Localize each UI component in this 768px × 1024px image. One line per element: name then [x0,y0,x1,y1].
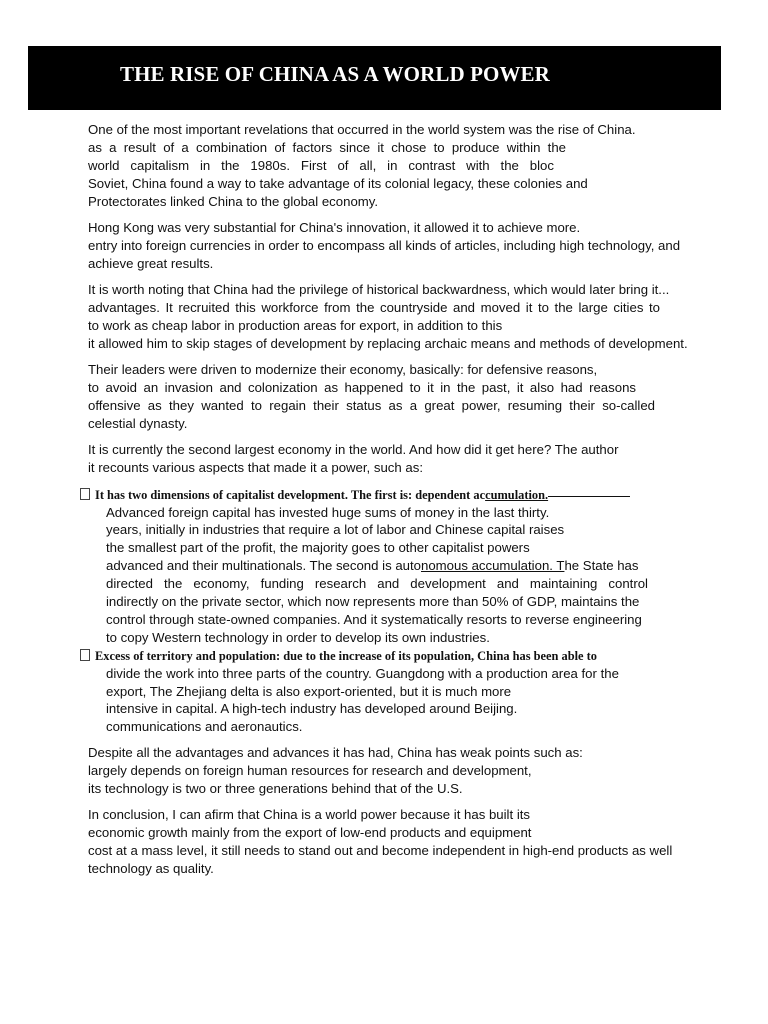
text-line: Hong Kong was very substantial for China's innovation, it allowed it to achieve more. [88,219,581,235]
title-banner [28,46,721,110]
paragraph-3 [88,281,700,353]
text-line: it recounts various aspects that made it a power, such as: [88,460,423,476]
text-line [106,557,700,575]
text-line: as a result of a combination of factors since it chose to produce within the [88,139,566,155]
text-line: largely depends on foreign human resources for research and development, [88,763,532,779]
checkbox-bullet-icon [80,649,90,661]
text-line: technology as quality. [88,861,214,877]
text-segment: he State has [564,558,639,574]
paragraph-7 [88,806,700,878]
text-line: advantages. It recruited this workforce from the countryside and moved it to the large cities to [88,300,660,316]
text-line: its technology is two or three generations behind that of the U.S. [88,781,463,796]
text-line: Protectorates linked China to the global economy. [88,193,379,209]
text-line: to work as cheap labor in production areas for export, in addition to this [88,317,503,333]
text-line: years, initially in industries that require a lot of labor and Chinese capital raises [106,522,565,538]
bullet-body [106,665,700,737]
paragraph-2 [88,219,700,273]
text-line: Their leaders were driven to modernize their economy, basically: for defensive reasons, [88,362,598,378]
text-line: offensive as they wanted to regain their status as a great power, resuming their so-called [88,397,655,413]
underline-rule [548,496,630,497]
text-line: It is currently the second largest economy in the world. And how did it get here? The author [88,442,619,458]
paragraph-6 [88,744,700,798]
bullet-heading-text: Excess of territory and population: due to the increase of its population, China has been able to [95,648,597,663]
text-line: export, The Zhejiang delta is also export-oriented, but it is much more [106,683,512,699]
text-line: it allowed him to skip stages of development by replacing archaic means and methods of development. [88,335,688,351]
bullet-heading [80,486,700,504]
text-line: cost at a mass level, it still needs to stand out and become independent in high-end products as well [88,843,673,859]
text-line: directed the economy, funding research and development and maintaining control [106,576,648,592]
paragraph-5 [88,441,700,477]
text-line: Soviet, China found a way to take advantage of its colonial legacy, these colonies and [88,175,588,191]
text-line: communications and aeronautics. [106,719,303,735]
text-line: indirectly on the private sector, which now represents more than 50% of GDP, maintains the [106,593,640,609]
text-line: to copy Western technology in order to develop its own industries. [106,629,490,645]
checkbox-bullet-icon [80,488,90,500]
document-title: THE RISE OF CHINA AS A WORLD POWER [120,62,550,86]
bullet-heading-text: It has two dimensions of capitalist development. The first is: dependent ac [95,487,486,502]
text-line: celestial dynasty. [88,415,188,431]
document-body [88,121,700,886]
text-line: control through state-owned companies. And it systematically resorts to reverse engineering [106,611,642,627]
text-line: Advanced foreign capital has invested huge sums of money in the last thirty. [106,504,550,520]
text-line: to avoid an invasion and colonization as happened to it in the past, it also had reasons [88,380,636,396]
text-line: the smallest part of the profit, the majority goes to other capitalist powers [106,540,530,556]
text-line: intensive in capital. A high-tech industry has developed around Beijing. [106,701,518,717]
bullet-item-capitalist-development [80,486,700,737]
text-line: In conclusion, I can afirm that China is a world power because it has built its [88,807,531,823]
bullet-heading [80,647,700,665]
text-line: economic growth mainly from the export of low-end products and equipment [88,825,532,841]
text-line: achieve great results. [88,255,214,271]
text-line: divide the work into three parts of the country. Guangdong with a production area for the [106,665,619,681]
underlined-text: nomous accumulation. T [421,558,565,574]
text-line: One of the most important revelations that occurred in the world system was the rise of China. [88,122,636,137]
paragraph-4 [88,361,700,433]
bullet-body [106,504,700,647]
text-line: world capitalism in the 1980s. First of all, in contrast with the bloc [88,157,554,173]
bullet-heading-underlined: cumulation. [485,487,549,502]
paragraph-1 [88,121,700,210]
text-segment: advanced and their multinationals. The second is auto [106,558,421,574]
text-line: Despite all the advantages and advances it has had, China has weak points such as: [88,745,583,761]
text-line: It is worth noting that China had the privilege of historical backwardness, which would later bring it... [88,282,670,298]
text-line: entry into foreign currencies in order to encompass all kinds of articles, including high technology, and [88,237,681,253]
